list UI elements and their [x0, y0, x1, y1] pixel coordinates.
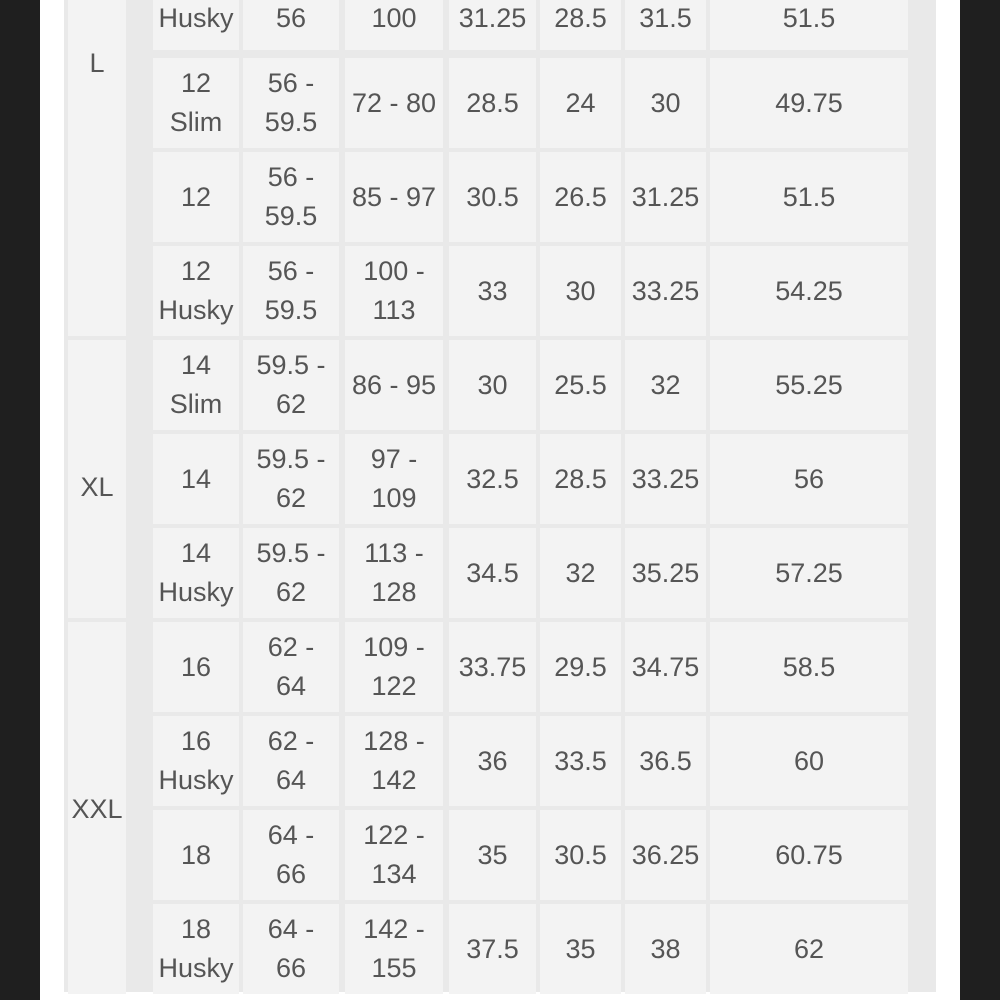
cell-c3: 32: [625, 340, 706, 430]
cell-height: 64 - 66: [243, 904, 339, 994]
cell-c1: 33.75: [449, 622, 536, 712]
cell-c3: 30: [625, 58, 706, 148]
cell-c1: 36: [449, 716, 536, 806]
cell-c2: 24: [540, 58, 621, 148]
cell-c3: 35.25: [625, 528, 706, 618]
size-group-xxl: [68, 622, 126, 994]
cell-c2: 28.5: [540, 0, 621, 50]
cell-c4: 51.5: [710, 0, 908, 50]
cell-c2: 28.5: [540, 434, 621, 524]
cell-c3: 31.5: [625, 0, 706, 50]
cell-size: 12 Husky: [153, 246, 239, 336]
cell-weight: 128 - 142: [345, 716, 443, 806]
cell-size: 14 Husky: [153, 528, 239, 618]
size-group-xl: [68, 340, 126, 618]
cell-height: 56 - 59.5: [243, 58, 339, 148]
cell-weight: 85 - 97: [345, 152, 443, 242]
cell-size: 18: [153, 810, 239, 900]
size-chart-table: [64, 0, 936, 992]
size-group-label: L: [89, 48, 105, 78]
cell-c4: 56: [710, 434, 908, 524]
cell-weight: 109 - 122: [345, 622, 443, 712]
cell-c4: 62: [710, 904, 908, 994]
cell-c1: 33: [449, 246, 536, 336]
cell-c3: 34.75: [625, 622, 706, 712]
cell-c1: 28.5: [449, 58, 536, 148]
cell-size: 12: [153, 152, 239, 242]
cell-height: 56 - 59.5: [243, 246, 339, 336]
cell-c4: 54.25: [710, 246, 908, 336]
cell-c2: 30: [540, 246, 621, 336]
cell-c2: 26.5: [540, 152, 621, 242]
cell-height: 59.5 - 62: [243, 528, 339, 618]
cell-c3: 38: [625, 904, 706, 994]
cell-c1: 37.5: [449, 904, 536, 994]
cell-c4: 55.25: [710, 340, 908, 430]
cell-c4: 57.25: [710, 528, 908, 618]
cell-c4: 60: [710, 716, 908, 806]
cell-height: 64 - 66: [243, 810, 339, 900]
cell-c3: 36.5: [625, 716, 706, 806]
size-group-label: XXL: [71, 794, 123, 824]
cell-c2: 32: [540, 528, 621, 618]
cell-weight: 86 - 95: [345, 340, 443, 430]
cell-c3: 36.25: [625, 810, 706, 900]
cell-size: Husky: [153, 0, 239, 50]
cell-c3: 33.25: [625, 246, 706, 336]
cell-c1: 30: [449, 340, 536, 430]
cell-size: 16 Husky: [153, 716, 239, 806]
cell-c1: 34.5: [449, 528, 536, 618]
cell-c1: 30.5: [449, 152, 536, 242]
cell-c4: 60.75: [710, 810, 908, 900]
size-group-label: XL: [80, 472, 114, 502]
cell-height: 62 - 64: [243, 716, 339, 806]
cell-c2: 30.5: [540, 810, 621, 900]
cell-c2: 25.5: [540, 340, 621, 430]
cell-weight: 122 - 134: [345, 810, 443, 900]
cell-c2: 35: [540, 904, 621, 994]
cell-height: 56 - 59.5: [243, 152, 339, 242]
cell-weight: 100 - 113: [345, 246, 443, 336]
cell-weight: 113 - 128: [345, 528, 443, 618]
cell-weight: 142 - 155: [345, 904, 443, 994]
size-group-l: [68, 0, 126, 336]
cell-c2: 29.5: [540, 622, 621, 712]
cell-height: 59.5 - 62: [243, 434, 339, 524]
cell-c1: 31.25: [449, 0, 536, 50]
cell-c3: 31.25: [625, 152, 706, 242]
cell-c4: 49.75: [710, 58, 908, 148]
cell-c3: 33.25: [625, 434, 706, 524]
cell-c2: 33.5: [540, 716, 621, 806]
cell-height: 59.5 - 62: [243, 340, 339, 430]
cell-size: 12 Slim: [153, 58, 239, 148]
cell-size: 16: [153, 622, 239, 712]
cell-weight: 72 - 80: [345, 58, 443, 148]
cell-height: 62 - 64: [243, 622, 339, 712]
cell-size: 14: [153, 434, 239, 524]
cell-size: 18 Husky: [153, 904, 239, 994]
page: [40, 0, 960, 1000]
cell-height: 56: [243, 0, 339, 50]
cell-c4: 51.5: [710, 152, 908, 242]
cell-c4: 58.5: [710, 622, 908, 712]
cell-weight: 100: [345, 0, 443, 50]
cell-c1: 32.5: [449, 434, 536, 524]
cell-size: 14 Slim: [153, 340, 239, 430]
cell-weight: 97 - 109: [345, 434, 443, 524]
cell-c1: 35: [449, 810, 536, 900]
